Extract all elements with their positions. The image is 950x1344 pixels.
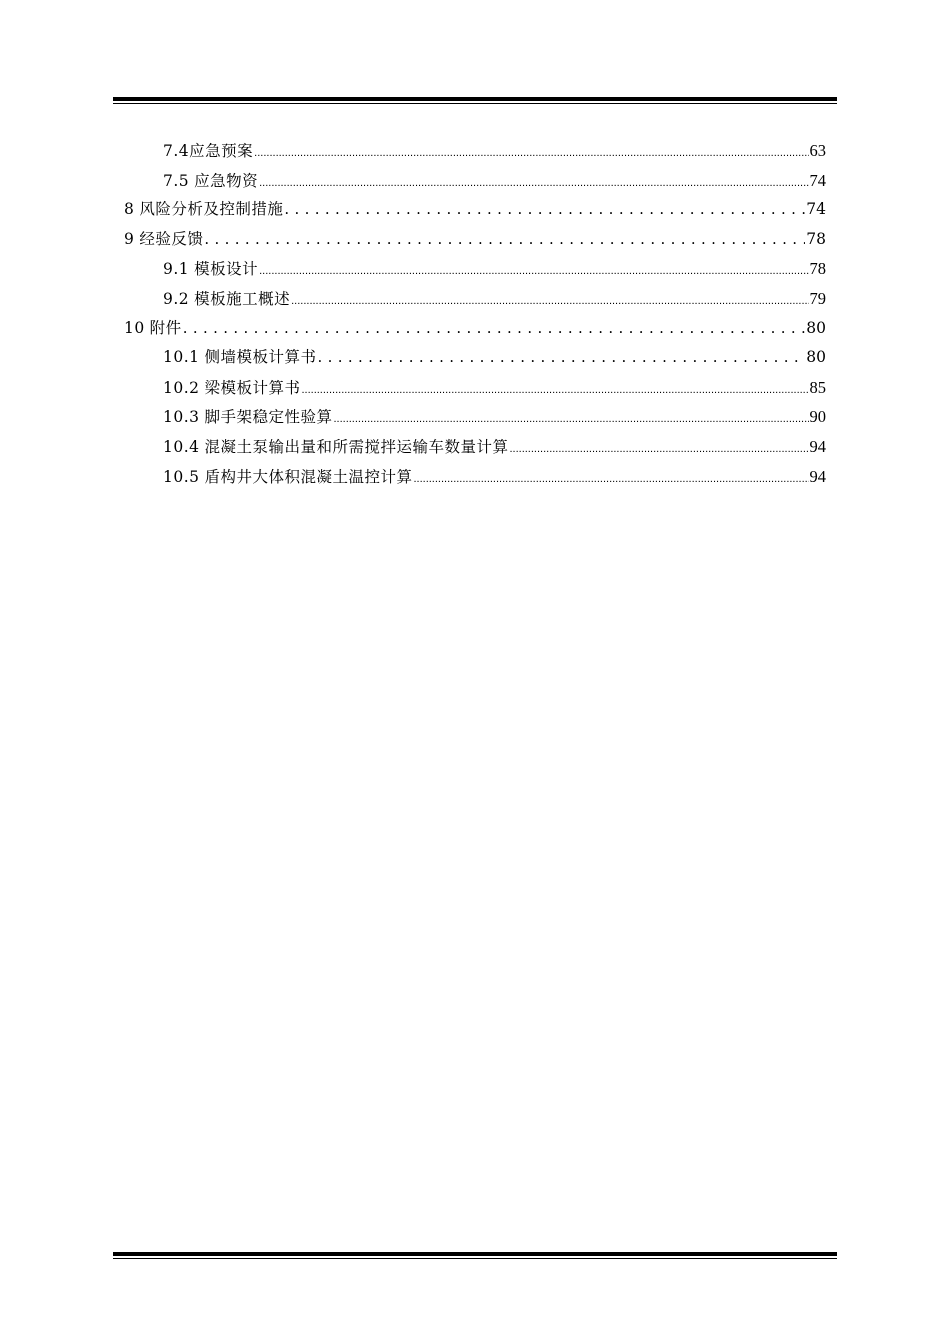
toc-entry-number: 10.4: [163, 437, 200, 456]
toc-entry-page: 94: [809, 466, 826, 486]
toc-entry-page: 90: [809, 407, 826, 427]
toc-entry-number: 9.2: [163, 289, 190, 308]
toc-entry[interactable]: [124, 432, 826, 462]
toc-dot-leader: [259, 167, 808, 199]
toc-dot-leader: [284, 195, 805, 225]
toc-entry-page: 94: [809, 436, 826, 456]
toc-entry[interactable]: [124, 462, 826, 492]
toc-entry-number: 9.1: [163, 260, 190, 279]
toc-entry-title: 侧墙模板计算书: [204, 348, 317, 367]
toc-entry[interactable]: [124, 402, 826, 432]
toc-entry-page: 74: [806, 200, 826, 219]
toc-entry-page: 79: [809, 288, 826, 308]
toc-dot-leader: [301, 374, 808, 406]
toc-entry-page: 78: [809, 259, 826, 279]
toc-dot-leader: [509, 433, 808, 465]
toc-entry-title: 梁模板计算书: [204, 378, 301, 397]
toc-entry[interactable]: [124, 343, 826, 373]
toc-dot-leader: [333, 403, 808, 435]
toc-entry[interactable]: [124, 284, 826, 314]
header-rule: [113, 97, 837, 104]
toc-dot-leader: [259, 255, 808, 287]
toc-entry[interactable]: [124, 166, 826, 196]
toc-entry-page: 78: [806, 229, 826, 248]
toc-entry-title: 盾构井大体积混凝土温控计算: [204, 467, 413, 486]
toc-dot-leader: [291, 285, 808, 317]
toc-entry-number: 9: [124, 229, 135, 248]
toc-entry-title: 应急预案: [189, 142, 254, 160]
toc-dot-leader: [413, 463, 808, 495]
toc-entry-number: 10.5: [163, 467, 200, 486]
toc-entry-number: 7.5: [163, 171, 190, 190]
toc-entry-number: 10.2: [163, 378, 200, 397]
toc-entry[interactable]: [124, 225, 826, 255]
toc-entry[interactable]: [124, 314, 826, 344]
toc-entry[interactable]: [124, 195, 826, 225]
toc-entry[interactable]: [124, 373, 826, 403]
toc-entry-title: 模板设计: [194, 260, 259, 279]
toc-entry-title: 混凝土泵输出量和所需搅拌运输车数量计算: [204, 437, 509, 456]
toc-dot-leader: [254, 137, 808, 169]
toc-entry[interactable]: [124, 136, 826, 166]
table-of-contents: [124, 136, 826, 491]
toc-entry-page: 74: [809, 170, 826, 190]
toc-entry-number: 10: [124, 318, 145, 337]
toc-entry-number: 7.4: [163, 142, 190, 160]
toc-entry-title: 附件: [149, 318, 182, 337]
toc-entry-title: 脚手架稳定性验算: [204, 408, 333, 427]
toc-entry-title: 应急物资: [194, 171, 259, 190]
footer-rule: [113, 1252, 837, 1259]
toc-entry-page: 85: [809, 377, 826, 397]
toc-dot-leader: [317, 343, 805, 373]
toc-dot-leader: [204, 225, 805, 255]
toc-entry-number: 8: [124, 200, 135, 219]
toc-entry-page: 63: [809, 141, 826, 160]
toc-entry-page: 80: [806, 348, 826, 367]
toc-entry[interactable]: [124, 254, 826, 284]
toc-entry-page: 80: [806, 318, 826, 337]
toc-entry-title: 经验反馈: [139, 229, 204, 248]
toc-entry-number: 10.3: [163, 408, 200, 427]
toc-dot-leader: [183, 314, 806, 344]
toc-entry-title: 模板施工概述: [194, 289, 291, 308]
toc-entry-title: 风险分析及控制措施: [139, 200, 284, 219]
toc-entry-number: 10.1: [163, 348, 200, 367]
